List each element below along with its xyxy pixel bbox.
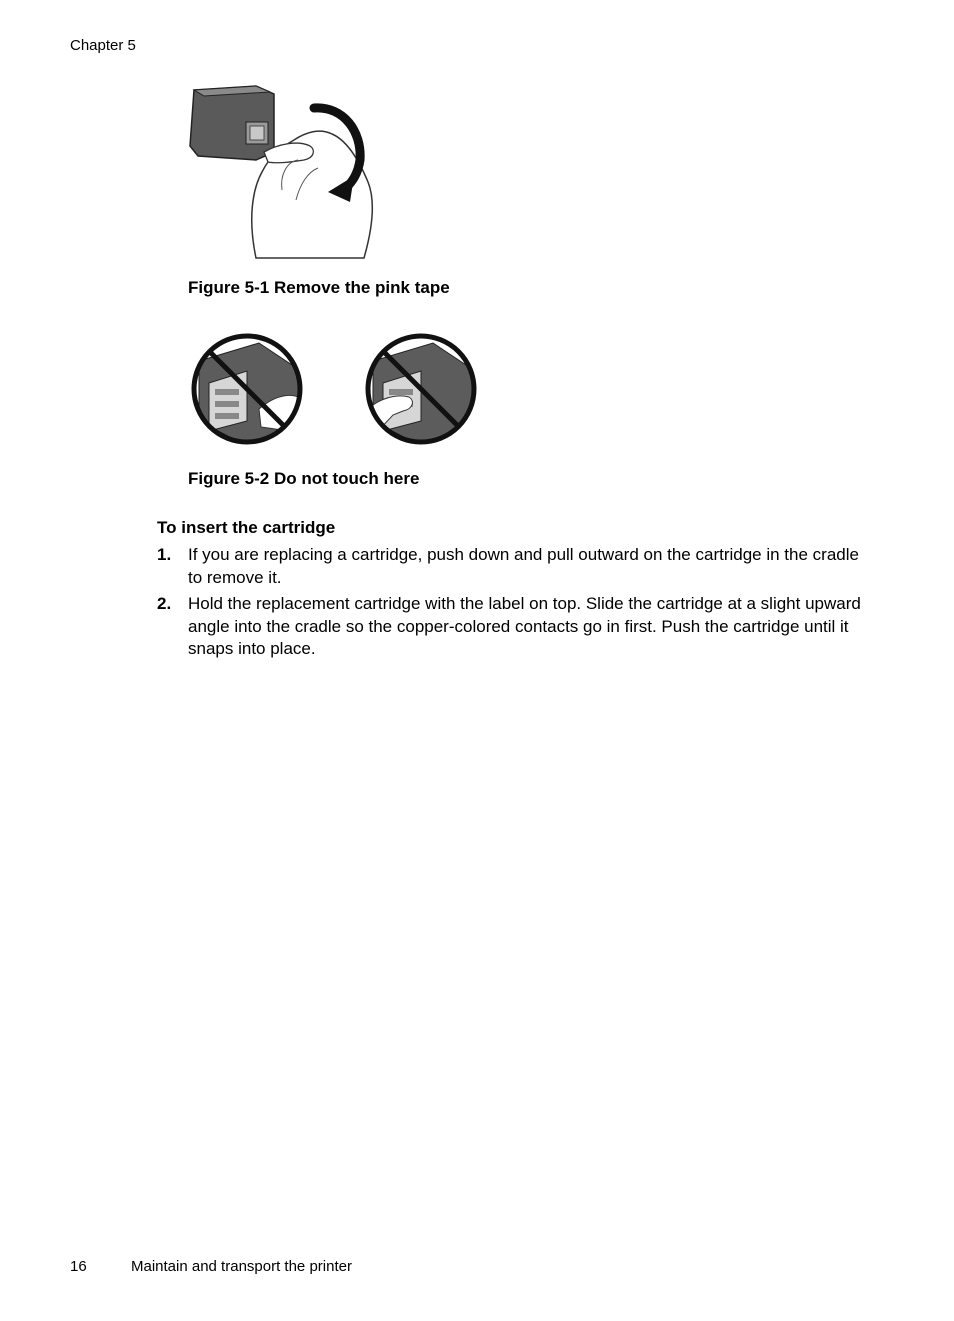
step-item xyxy=(157,593,877,661)
step-text: If you are replacing a cartridge, push down and pull outward on the cartridge in the cradle to remove it. xyxy=(188,545,859,587)
step-item xyxy=(157,544,877,589)
figure-caption: Figure 5-2 Do not touch here xyxy=(188,469,420,488)
step-number: 1. xyxy=(157,545,172,564)
page-number: 16 xyxy=(70,1258,87,1275)
chapter-header: Chapter 5 xyxy=(70,37,136,54)
section-heading: To insert the cartridge xyxy=(157,518,336,537)
step-text: Hold the replacement cartridge with the label on top. Slide the cartridge at a slight upward angle into the cradle so the copper-colored contacts go in first. Push the cartridge until it snaps into place. xyxy=(188,594,861,658)
step-number: 2. xyxy=(157,594,172,613)
do-not-touch-contacts-icon xyxy=(189,331,305,447)
footer-title: Maintain and transport the printer xyxy=(131,1258,352,1275)
remove-tape-illustration xyxy=(186,80,381,260)
do-not-touch-nozzles-icon xyxy=(363,331,479,447)
figure-caption: Figure 5-1 Remove the pink tape xyxy=(188,278,450,297)
